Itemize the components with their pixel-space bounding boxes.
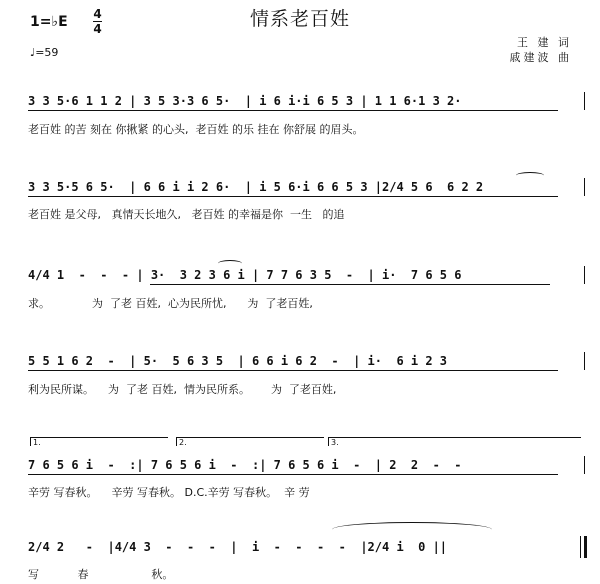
notation-line-3: 4/4 1 - - - | 3· 3 2 3 6 i | 7 7 6 3 5 - | i· 7 6 5 6 xyxy=(28,268,462,282)
meter-bottom: 4 xyxy=(93,22,102,36)
lyricist-credit: 王 建 词 xyxy=(517,36,572,49)
notation-line-1: 3 3 5·6 1 1 2 | 3 5 3·3 6 5· | i 6 i·i 6 5 3 | 1 1 6·1 3 2· xyxy=(28,94,462,108)
song-title: 情系老百姓 xyxy=(249,8,350,30)
lyrics-line-1: 老百姓 的苦 刻在 你揪紧 的心头, 老百姓 的乐 挂在 你舒展 的眉头。 xyxy=(28,123,364,136)
tempo-marking: ♩=59 xyxy=(30,46,59,59)
key-signature: 1=♭E xyxy=(30,14,68,30)
lyrics-line-6: 写 春 秋。 xyxy=(28,568,174,581)
lyrics-line-4: 利为民所谋。 为 了老 百姓, 情为民所系。 为 了老百姓, xyxy=(28,383,337,396)
lyrics-line-2: 老百姓 是父母, 真情天长地久, 老百姓 的幸福是你 一生 的追 xyxy=(28,208,345,221)
meter-top: 4 xyxy=(93,7,102,21)
lyrics-line-5: 辛劳 写春秋。 辛劳 写春秋。 D.C.辛劳 写春秋。 辛 劳 xyxy=(28,486,310,499)
composer-credit: 戚建波 曲 xyxy=(509,51,572,64)
notation-line-5: 7 6 5 6 i - :| 7 6 5 6 i - :| 7 6 5 6 i - | 2 2 - - xyxy=(28,458,462,472)
volta-1: 1. xyxy=(30,437,168,446)
notation-line-4: 5 5 1 6 2 - | 5· 5 6 3 5 | 6 6 i 6 2 - | i· 6 i 2 3 xyxy=(28,354,448,368)
volta-2: 2. xyxy=(176,437,324,446)
notation-line-6: 2/4 2 - |4/4 3 - - - | i - - - - |2/4 i 0 || xyxy=(28,540,448,554)
notation-line-2: 3 3 5·5 6 5· | 6 6 i i 2 6· | i 5 6·i 6 6 5 3 |2/4 5 6 6 2 2 xyxy=(28,180,484,194)
lyrics-line-3: 求。 为 了老 百姓, 心为民所忧, 为 了老百姓, xyxy=(28,297,313,310)
time-signature xyxy=(93,8,102,35)
volta-3: 3. xyxy=(328,437,581,446)
